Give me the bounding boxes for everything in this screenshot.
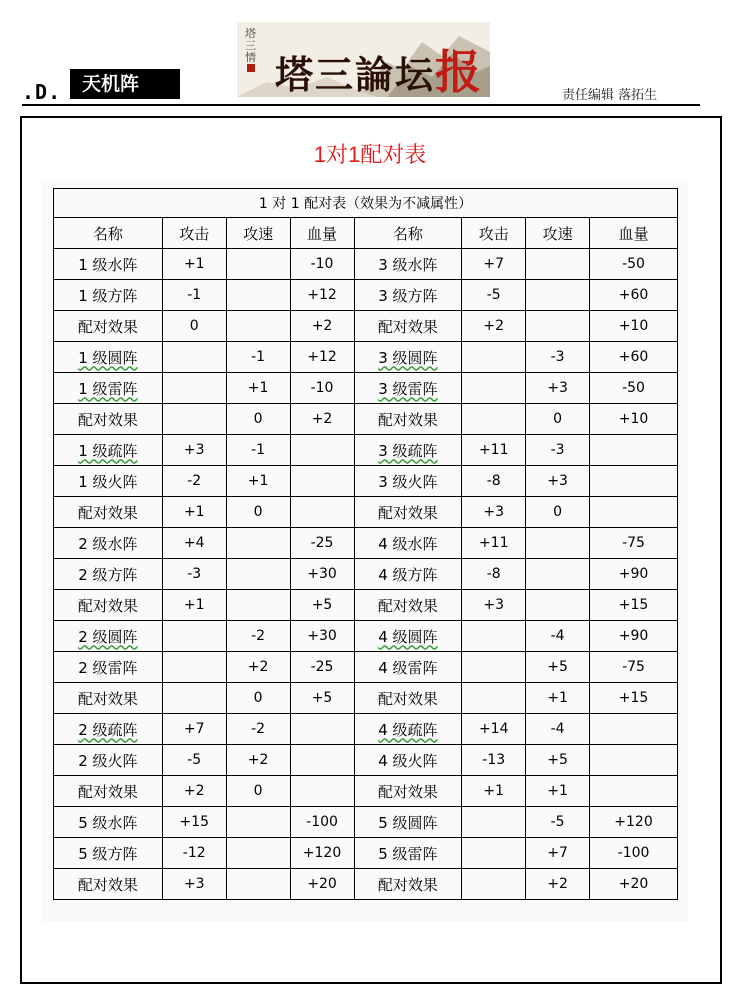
value-cell — [462, 342, 526, 373]
value-cell: -2 — [226, 714, 290, 745]
value-cell: -2 — [226, 621, 290, 652]
value-cell — [590, 745, 678, 776]
value-cell — [226, 249, 290, 280]
document-title: 1对1配对表 — [313, 142, 427, 167]
value-cell — [162, 373, 226, 404]
table-row — [54, 683, 678, 714]
table-row — [54, 528, 678, 559]
table-row — [54, 404, 678, 435]
value-cell: +7 — [526, 838, 590, 869]
value-cell — [462, 404, 526, 435]
formation-name-cell: 3 级水阵 — [354, 249, 462, 280]
value-cell: +1 — [526, 776, 590, 807]
value-cell: +1 — [462, 776, 526, 807]
formation-name-cell: 5 级方阵 — [54, 838, 163, 869]
table-row — [54, 497, 678, 528]
value-cell — [226, 311, 290, 342]
formation-name-cell: 4 级方阵 — [354, 559, 462, 590]
value-cell: +2 — [226, 652, 290, 683]
value-cell: 0 — [226, 776, 290, 807]
table-row — [54, 559, 678, 590]
column-header: 血量 — [290, 218, 354, 249]
value-cell — [462, 807, 526, 838]
formation-name-cell: 配对效果 — [54, 590, 163, 621]
column-header: 名称 — [354, 218, 462, 249]
value-cell: +2 — [290, 311, 354, 342]
value-cell — [526, 528, 590, 559]
value-cell — [462, 373, 526, 404]
formation-name-cell: 配对效果 — [354, 590, 462, 621]
value-cell — [590, 497, 678, 528]
value-cell: +2 — [290, 404, 354, 435]
formation-name-cell: 配对效果 — [54, 869, 163, 900]
formation-name-cell: 配对效果 — [54, 311, 163, 342]
formation-name-cell: 3 级雷阵 — [354, 373, 462, 404]
table-caption: 1 对 1 配对表（效果为不减属性） — [54, 189, 678, 218]
table-row — [54, 280, 678, 311]
value-cell: +4 — [162, 528, 226, 559]
formation-name-cell: 配对效果 — [354, 497, 462, 528]
column-header: 名称 — [54, 218, 163, 249]
value-cell — [526, 280, 590, 311]
value-cell: -100 — [290, 807, 354, 838]
value-cell — [462, 869, 526, 900]
value-cell: +12 — [290, 342, 354, 373]
value-cell — [162, 404, 226, 435]
value-cell: +120 — [290, 838, 354, 869]
value-cell: +3 — [462, 497, 526, 528]
value-cell — [590, 435, 678, 466]
formation-name-cell: 配对效果 — [354, 776, 462, 807]
table-row — [54, 745, 678, 776]
value-cell: -1 — [162, 280, 226, 311]
column-header: 攻速 — [226, 218, 290, 249]
value-cell — [226, 590, 290, 621]
value-cell: +90 — [590, 559, 678, 590]
formation-name-cell: 4 级雷阵 — [354, 652, 462, 683]
value-cell — [226, 869, 290, 900]
value-cell — [462, 683, 526, 714]
value-cell — [290, 776, 354, 807]
value-cell: +10 — [590, 404, 678, 435]
formation-name-cell: 4 级火阵 — [354, 745, 462, 776]
value-cell: -3 — [526, 342, 590, 373]
value-cell: +1 — [162, 590, 226, 621]
value-cell — [226, 528, 290, 559]
value-cell: +15 — [590, 590, 678, 621]
value-cell: +5 — [526, 652, 590, 683]
value-cell — [162, 683, 226, 714]
value-cell — [590, 714, 678, 745]
value-cell: +20 — [290, 869, 354, 900]
formation-name-cell: 1 级水阵 — [54, 249, 163, 280]
table-row — [54, 807, 678, 838]
value-cell: +1 — [162, 249, 226, 280]
value-cell — [526, 590, 590, 621]
value-cell: -5 — [162, 745, 226, 776]
table-row — [54, 435, 678, 466]
value-cell — [162, 342, 226, 373]
value-cell: +5 — [290, 683, 354, 714]
header-rule — [22, 104, 700, 106]
value-cell: +3 — [462, 590, 526, 621]
formation-name-cell: 配对效果 — [54, 497, 163, 528]
value-cell: -4 — [526, 714, 590, 745]
value-cell: +7 — [462, 249, 526, 280]
formation-name-cell: 3 级方阵 — [354, 280, 462, 311]
formation-name-cell: 5 级圆阵 — [354, 807, 462, 838]
masthead-title-tail: 报 — [435, 45, 484, 97]
formation-name-cell: 2 级水阵 — [54, 528, 163, 559]
value-cell: +1 — [162, 497, 226, 528]
value-cell: -4 — [526, 621, 590, 652]
value-cell: +2 — [526, 869, 590, 900]
pairing-table — [53, 188, 678, 900]
value-cell — [590, 466, 678, 497]
value-cell — [226, 559, 290, 590]
value-cell: -5 — [462, 280, 526, 311]
column-header: 攻击 — [162, 218, 226, 249]
value-cell: +12 — [290, 280, 354, 311]
value-cell — [526, 249, 590, 280]
table-row — [54, 714, 678, 745]
table-row — [54, 249, 678, 280]
formation-name-cell: 3 级火阵 — [354, 466, 462, 497]
value-cell: +2 — [462, 311, 526, 342]
value-cell: -50 — [590, 249, 678, 280]
value-cell — [226, 838, 290, 869]
value-cell — [462, 621, 526, 652]
value-cell: +1 — [226, 373, 290, 404]
formation-name-cell: 1 级方阵 — [54, 280, 163, 311]
table-row — [54, 311, 678, 342]
value-cell: +15 — [162, 807, 226, 838]
value-cell: +60 — [590, 280, 678, 311]
value-cell — [590, 776, 678, 807]
value-cell: -25 — [290, 528, 354, 559]
formation-name-cell: 配对效果 — [54, 404, 163, 435]
table-row — [54, 652, 678, 683]
value-cell: -10 — [290, 373, 354, 404]
value-cell: -3 — [162, 559, 226, 590]
value-cell — [290, 466, 354, 497]
value-cell: -75 — [590, 652, 678, 683]
formation-name-cell: 5 级雷阵 — [354, 838, 462, 869]
value-cell: +3 — [526, 466, 590, 497]
formation-name-cell: 配对效果 — [354, 404, 462, 435]
formation-name-cell: 2 级圆阵 — [54, 621, 163, 652]
formation-name-cell: 4 级疏阵 — [354, 714, 462, 745]
value-cell: -2 — [162, 466, 226, 497]
value-cell — [162, 652, 226, 683]
value-cell — [462, 838, 526, 869]
section-label: 天机阵 — [70, 69, 180, 99]
seal-stamp — [247, 64, 255, 72]
value-cell: -1 — [226, 435, 290, 466]
page-marker: .D. — [22, 80, 62, 104]
formation-name-cell: 4 级水阵 — [354, 528, 462, 559]
formation-name-cell: 1 级火阵 — [54, 466, 163, 497]
table-header-row — [54, 218, 678, 249]
value-cell: +7 — [162, 714, 226, 745]
value-cell: +15 — [590, 683, 678, 714]
formation-name-cell: 4 级圆阵 — [354, 621, 462, 652]
formation-name-cell: 2 级疏阵 — [54, 714, 163, 745]
value-cell: +10 — [590, 311, 678, 342]
formation-name-cell: 2 级火阵 — [54, 745, 163, 776]
formation-name-cell: 1 级疏阵 — [54, 435, 163, 466]
value-cell: +20 — [590, 869, 678, 900]
value-cell: +14 — [462, 714, 526, 745]
table-caption-row — [54, 189, 678, 218]
column-header: 攻击 — [462, 218, 526, 249]
value-cell — [290, 745, 354, 776]
formation-name-cell: 3 级疏阵 — [354, 435, 462, 466]
formation-name-cell: 1 级圆阵 — [54, 342, 163, 373]
value-cell: 0 — [226, 404, 290, 435]
value-cell: -100 — [590, 838, 678, 869]
value-cell: 0 — [226, 497, 290, 528]
formation-name-cell: 配对效果 — [354, 311, 462, 342]
value-cell: -10 — [290, 249, 354, 280]
formation-name-cell: 配对效果 — [54, 683, 163, 714]
table-row — [54, 869, 678, 900]
value-cell — [526, 311, 590, 342]
value-cell — [290, 714, 354, 745]
value-cell — [290, 435, 354, 466]
value-cell — [226, 280, 290, 311]
value-cell: -8 — [462, 466, 526, 497]
value-cell: +2 — [226, 745, 290, 776]
value-cell: +11 — [462, 528, 526, 559]
column-header: 攻速 — [526, 218, 590, 249]
formation-name-cell: 3 级圆阵 — [354, 342, 462, 373]
value-cell: +120 — [590, 807, 678, 838]
value-cell: -50 — [590, 373, 678, 404]
formation-name-cell: 配对效果 — [54, 776, 163, 807]
table-row — [54, 776, 678, 807]
value-cell: -5 — [526, 807, 590, 838]
formation-name-cell: 配对效果 — [354, 683, 462, 714]
editor-credit: 责任编辑 落拓生 — [562, 88, 658, 103]
masthead-title: 塔三論坛报 — [275, 45, 484, 97]
value-cell: +3 — [526, 373, 590, 404]
value-cell: -13 — [462, 745, 526, 776]
value-cell: +60 — [590, 342, 678, 373]
table-row — [54, 342, 678, 373]
value-cell: +1 — [226, 466, 290, 497]
value-cell: 0 — [226, 683, 290, 714]
value-cell: 0 — [526, 497, 590, 528]
formation-name-cell: 2 级方阵 — [54, 559, 163, 590]
value-cell: +11 — [462, 435, 526, 466]
value-cell: -1 — [226, 342, 290, 373]
value-cell: 0 — [526, 404, 590, 435]
value-cell: +30 — [290, 559, 354, 590]
value-cell — [462, 652, 526, 683]
value-cell — [526, 559, 590, 590]
value-cell: +1 — [526, 683, 590, 714]
value-cell — [226, 807, 290, 838]
value-cell: +30 — [290, 621, 354, 652]
table-row — [54, 466, 678, 497]
value-cell: -75 — [590, 528, 678, 559]
value-cell: +90 — [590, 621, 678, 652]
value-cell: -3 — [526, 435, 590, 466]
value-cell — [290, 497, 354, 528]
masthead-banner — [237, 22, 490, 97]
value-cell: -25 — [290, 652, 354, 683]
formation-name-cell: 2 级雷阵 — [54, 652, 163, 683]
value-cell: +5 — [526, 745, 590, 776]
masthead-vertical-text: 塔三情 — [245, 27, 256, 64]
value-cell: +5 — [290, 590, 354, 621]
formation-name-cell: 配对效果 — [354, 869, 462, 900]
value-cell: +3 — [162, 435, 226, 466]
column-header: 血量 — [590, 218, 678, 249]
formation-name-cell: 1 级雷阵 — [54, 373, 163, 404]
value-cell: -8 — [462, 559, 526, 590]
table-row — [54, 838, 678, 869]
table-row — [54, 590, 678, 621]
value-cell: 0 — [162, 311, 226, 342]
table-row — [54, 621, 678, 652]
table-row — [54, 373, 678, 404]
value-cell: +3 — [162, 869, 226, 900]
value-cell — [162, 621, 226, 652]
formation-name-cell: 5 级水阵 — [54, 807, 163, 838]
value-cell: +2 — [162, 776, 226, 807]
value-cell: -12 — [162, 838, 226, 869]
